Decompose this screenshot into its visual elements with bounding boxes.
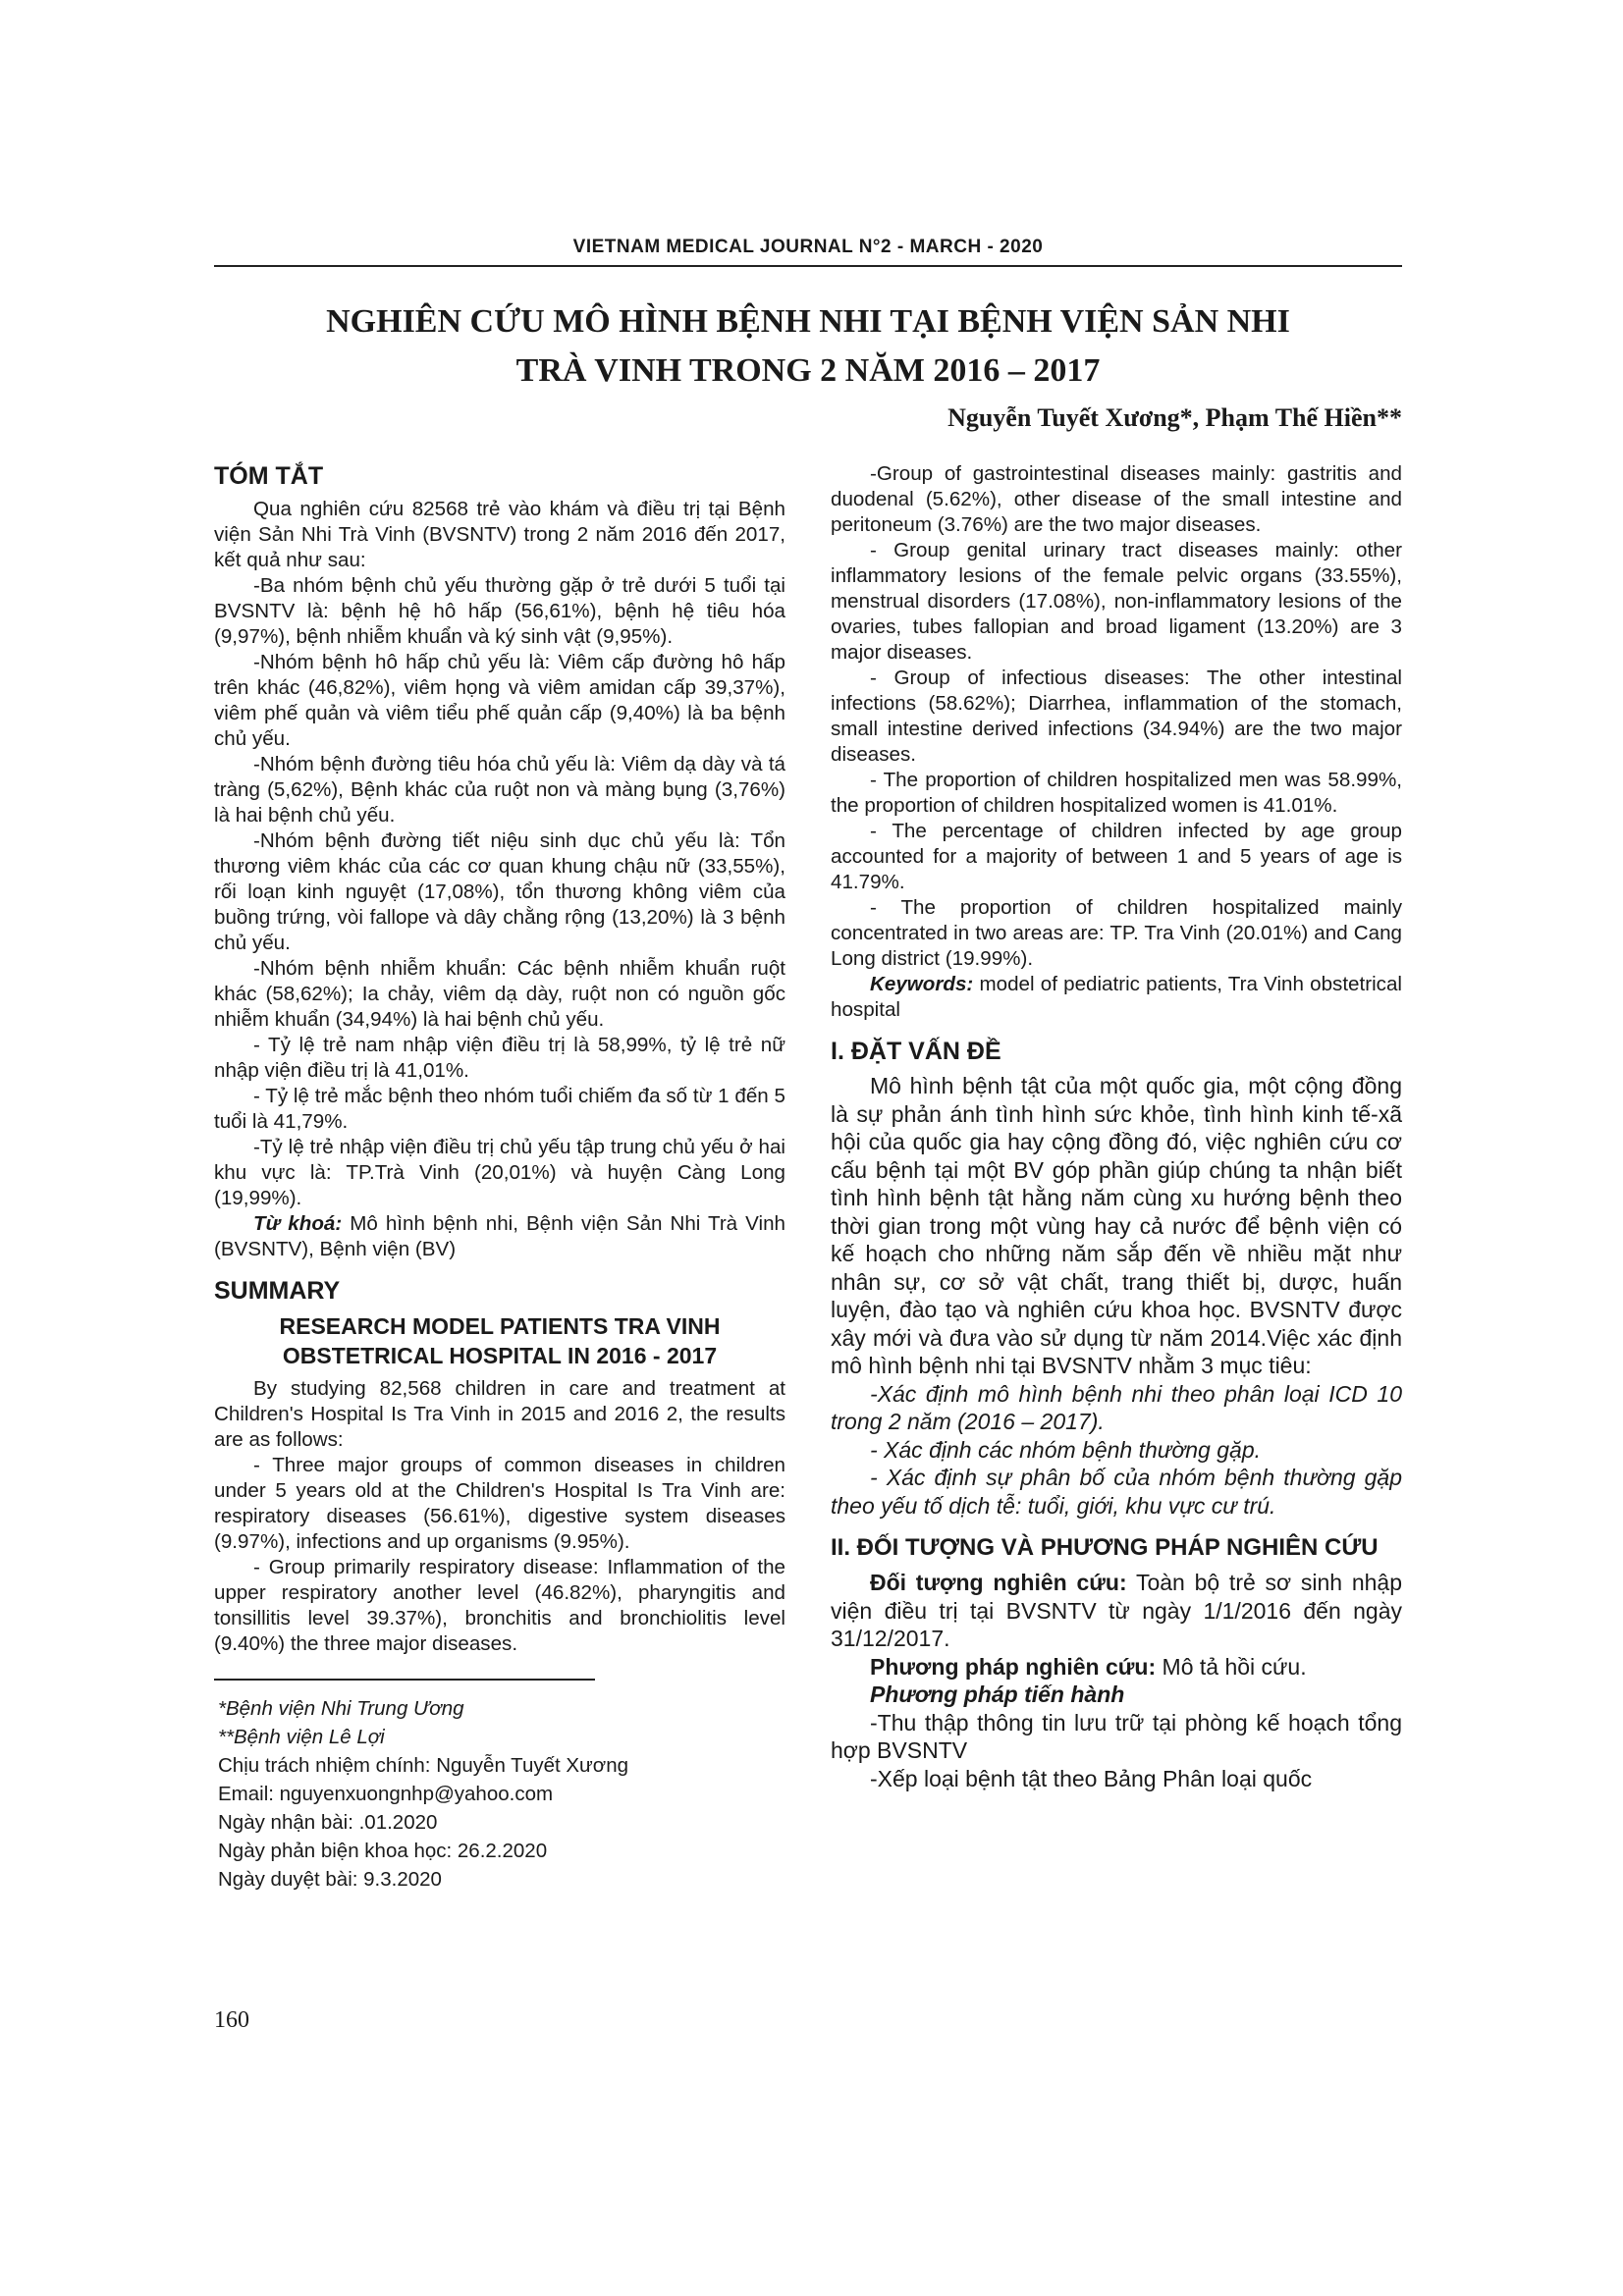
page-number: 160 bbox=[214, 2007, 249, 2033]
article-title bbox=[214, 297, 1402, 396]
footnote-reviewed: Ngày phản biện khoa học: 26.2.2020 bbox=[218, 1840, 548, 1862]
objective-item: - Xác định sự phân bố của nhóm bệnh thường gặp theo yếu tố dịch tễ: tuổi, giới, khu vực cư trú. bbox=[831, 1465, 1402, 1519]
section-2-heading: II. ĐỐI TƯỢNG VÀ PHƯƠNG PHÁP NGHIÊN CỨU bbox=[831, 1534, 1379, 1561]
abstract-vi-paragraph: -Ba nhóm bệnh chủ yếu thường gặp ở trẻ dưới 5 tuổi tại BVSNTV là: bệnh hệ hô hấp (56,61%), bệnh hệ tiêu hóa (9,97%), bệnh nhiễm khuẩn và ký sinh vật (9,95%). bbox=[214, 574, 785, 648]
footnote-corresponding: Chịu trách nhiệm chính: Nguyễn Tuyết Xương bbox=[218, 1754, 629, 1777]
summary-paragraph: - The percentage of children infected by age group accounted for a majority of between 1 and 5 years of age is 41.79%. bbox=[831, 820, 1402, 893]
abstract-vi-heading: TÓM TẮT bbox=[214, 462, 324, 490]
title-line-1: NGHIÊN CỨU MÔ HÌNH BỆNH NHI TẠI BỆNH VIỆN SẢN NHI bbox=[326, 303, 1290, 340]
summary-paragraph: - Three major groups of common diseases in children under 5 years old at the Children's Hospital Is Tra Vinh are: respiratory diseases (56.61%), digestive system diseases (9.97%), infections and up organisms (9.95%). bbox=[214, 1454, 785, 1553]
abstract-vi-keywords bbox=[214, 1211, 785, 1262]
footnote-affiliation-1: *Bệnh viện Nhi Trung Ương bbox=[218, 1697, 464, 1720]
footnote-rule bbox=[214, 1679, 595, 1681]
abstract-vi-paragraph: Qua nghiên cứu 82568 trẻ vào khám và điều trị tại Bệnh viện Sản Nhi Trà Vinh (BVSNTV) trong 2 năm 2016 đến 2017, kết quả như sau: bbox=[214, 498, 785, 571]
method-paragraph bbox=[831, 1653, 1402, 1682]
right-column bbox=[831, 461, 1402, 1792]
header-rule bbox=[214, 265, 1402, 267]
section-1-body bbox=[831, 1072, 1402, 1520]
footnote-affiliation-2: **Bệnh viện Lê Lợi bbox=[218, 1726, 385, 1748]
intro-paragraph: Mô hình bệnh tật của một quốc gia, một cộng đồng là sự phản ánh tình hình sức khỏe, tình hình kinh tế-xã hội của quốc gia hay cộng đồng đó, việc nghiên cứu cơ cấu bệnh tại một BV góp phần giúp chúng ta nhận biết tình hình bệnh tật hằng năm cùng xu hướng bệnh theo thời gian trong một vùng hay cả nước để bệnh viện có kế hoạch cho những năm sắp đến về nhiều mặt như nhân sự, cơ sở vật chất, trang thiết bị, dược, huấn luyện, đào tạo và nghiên cứu khoa học. BVSNTV được xây mới và đưa vào sử dụng từ năm 2014.Việc xác định mô hình bệnh nhi tại BVSNTV nhằm 3 mục tiêu: bbox=[831, 1073, 1402, 1378]
summary-title-line-1: RESEARCH MODEL PATIENTS TRA VINH bbox=[279, 1313, 721, 1339]
footnote-accepted: Ngày duyệt bài: 9.3.2020 bbox=[218, 1868, 442, 1891]
abstract-vi-paragraph: -Tỷ lệ trẻ nhập viện điều trị chủ yếu tập trung chủ yếu ở hai khu vực là: TP.Trà Vinh (20,01%) và huyện Càng Long (19,99%). bbox=[214, 1136, 785, 1209]
left-column bbox=[214, 461, 785, 1894]
summary-paragraph: - Group primarily respiratory disease: Inflammation of the upper respiratory another level (46.82%), pharyngitis and tonsillitis level 39.37%), bronchitis and bronchiolitis level (9.40%) the three major diseases. bbox=[214, 1556, 785, 1655]
section-1-heading: I. ĐẶT VẤN ĐỀ bbox=[831, 1038, 1001, 1065]
keywords-text-en: model of pediatric patients, Tra Vinh obstetrical hospital bbox=[831, 973, 1402, 1021]
summary-heading: SUMMARY bbox=[214, 1277, 341, 1305]
summary-paragraph: - Group genital urinary tract diseases mainly: other inflammatory lesions of the female pelvic organs (33.55%), menstrual disorders (17.08%), non-inflammatory lesions of the ovaries, tubes fallopian and broad ligament (13.20%) are 3 major diseases. bbox=[831, 539, 1402, 664]
footnote-email: Email: nguyenxuongnhp@yahoo.com bbox=[218, 1783, 554, 1805]
keywords-text-vi: Mô hình bệnh nhi, Bệnh viện Sản Nhi Trà Vinh (BVSNTV), Bệnh viện (BV) bbox=[214, 1212, 785, 1260]
subject-paragraph bbox=[831, 1569, 1402, 1653]
title-line-2: TRÀ VINH TRONG 2 NĂM 2016 – 2017 bbox=[515, 352, 1101, 389]
subject-label: Đối tượng nghiên cứu: bbox=[870, 1570, 1127, 1595]
abstract-vi-paragraph: -Nhóm bệnh hô hấp chủ yếu là: Viêm cấp đường hô hấp trên khác (46,82%), viêm họng và viêm amidan cấp 39,37%), viêm phế quản và viêm tiểu phế quản cấp (9,40%) là ba bệnh chủ yếu. bbox=[214, 651, 785, 750]
method-label: Phương pháp nghiên cứu: bbox=[870, 1653, 1157, 1680]
procedure-item: -Thu thập thông tin lưu trữ tại phòng kế hoạch tổng hợp BVSNTV bbox=[831, 1709, 1402, 1763]
summary-paragraph: - Group of infectious diseases: The other intestinal infections (58.62%); Diarrhea, inflammation of the stomach, small intestine derived infections (34.94%) are the two major diseases. bbox=[831, 667, 1402, 766]
keywords-label-vi: Từ khoá: bbox=[253, 1212, 343, 1235]
summary-paragraph: - The proportion of children hospitalized men was 58.99%, the proportion of children hospitalized women is 41.01%. bbox=[831, 769, 1402, 817]
procedure-label: Phương pháp tiến hành bbox=[870, 1682, 1125, 1707]
abstract-vi-paragraph: - Tỷ lệ trẻ mắc bệnh theo nhóm tuổi chiếm đa số từ 1 đến 5 tuổi là 41,79%. bbox=[214, 1085, 785, 1133]
abstract-vi-paragraph: -Nhóm bệnh nhiễm khuẩn: Các bệnh nhiễm khuẩn ruột khác (58,62%); Ia chảy, viêm dạ dày, ruột non có nguồn gốc nhiễm khuẩn (34,94%) là hai bệnh chủ yếu. bbox=[214, 957, 785, 1031]
abstract-vi-paragraph: - Tỷ lệ trẻ nam nhập viện điều trị là 58,99%, tỷ lệ trẻ nữ nhập viện điều trị là 41,01%. bbox=[214, 1034, 785, 1082]
abstract-vi-paragraph: -Nhóm bệnh đường tiết niệu sinh dục chủ yếu là: Tổn thương viêm khác của các cơ quan khung chậu nữ (33,55%), rối loạn kinh nguyệt (17,08%), tổn thương không viêm của buồng trứng, vòi fallope và dây chằng rộng (13,20%) là 3 bệnh chủ yếu. bbox=[214, 829, 785, 954]
summary-paragraph: - The proportion of children hospitalized mainly concentrated in two areas are: TP. Tra Vinh (20.01%) and Cang Long district (19.99%). bbox=[831, 896, 1402, 970]
running-head: VIETNAM MEDICAL JOURNAL N°2 - MARCH - 2020 bbox=[572, 237, 1044, 257]
abstract-vi-paragraph: -Nhóm bệnh đường tiêu hóa chủ yếu là: Viêm dạ dày và tá tràng (5,62%), Bệnh khác của ruột non và màng bụng (3,76%) là hai bệnh chủ yếu. bbox=[214, 753, 785, 827]
footnote-received: Ngày nhận bài: .01.2020 bbox=[218, 1811, 438, 1834]
procedure-item: -Xếp loại bệnh tật theo Bảng Phân loại quốc bbox=[870, 1765, 1313, 1791]
objective-item: - Xác định các nhóm bệnh thường gặp. bbox=[870, 1436, 1262, 1463]
keywords-label-en: Keywords: bbox=[870, 973, 974, 995]
summary-paragraph: -Group of gastrointestinal diseases mainly: gastritis and duodenal (5.62%), other disease of the small intestine and peritoneum (3.76%) are the two major diseases. bbox=[831, 462, 1402, 536]
footnotes bbox=[214, 1694, 785, 1894]
objective-item: -Xác định mô hình bệnh nhi theo phân loại ICD 10 trong 2 năm (2016 – 2017). bbox=[831, 1380, 1402, 1434]
subject-text: Toàn bộ trẻ sơ sinh nhập viện điều trị tại BVSNTV từ ngày 1/1/2016 đến ngày 31/12/2017. bbox=[831, 1570, 1402, 1651]
section-2-body bbox=[831, 1569, 1402, 1792]
summary-title-line-2: OBSTETRICAL HOSPITAL IN 2016 - 2017 bbox=[282, 1343, 718, 1368]
summary-keywords bbox=[831, 972, 1402, 1023]
summary-title bbox=[214, 1311, 785, 1370]
summary-paragraph: By studying 82,568 children in care and treatment at Children's Hospital Is Tra Vinh in 2015 and 2016 2, the results are as follows: bbox=[214, 1377, 785, 1451]
method-text: Mô tả hồi cứu. bbox=[1156, 1653, 1307, 1680]
authors: Nguyễn Tuyết Xương*, Phạm Thế Hiền** bbox=[947, 403, 1402, 432]
